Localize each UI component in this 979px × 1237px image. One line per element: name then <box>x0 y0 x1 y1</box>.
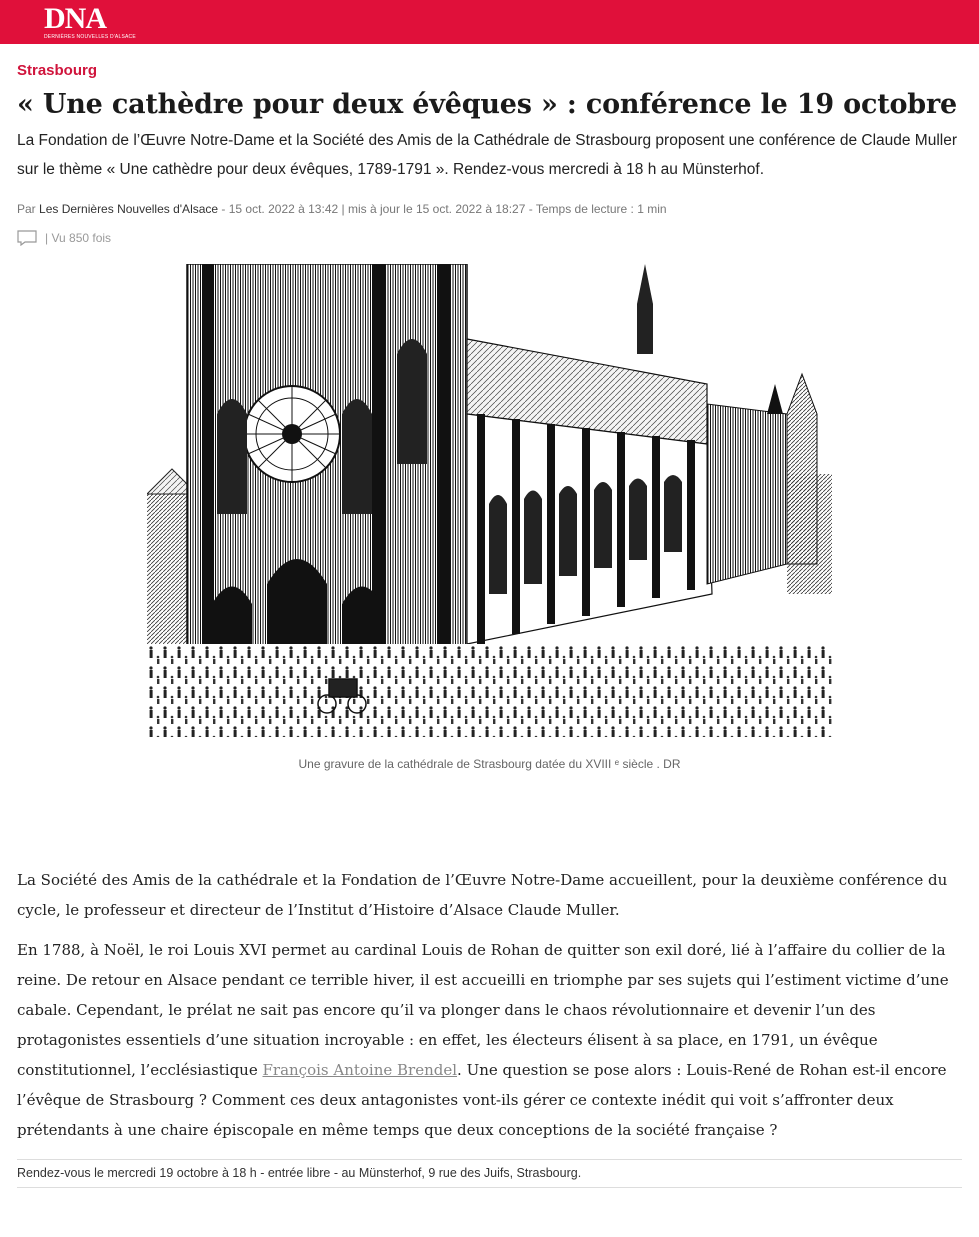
byline <box>17 202 962 216</box>
comment-icon[interactable] <box>17 230 37 246</box>
event-info-box: Rendez-vous le mercredi 19 octobre à 18 h - entrée libre - au Münsterhof, 9 rue des Juifs, Strasbourg. <box>17 1159 962 1188</box>
paragraph-2 <box>17 935 962 1145</box>
rubric-link[interactable]: Strasbourg <box>17 62 98 79</box>
article-figure <box>17 264 962 771</box>
view-count: | Vu 850 fois <box>45 231 112 245</box>
byline-prefix: Par <box>17 202 36 216</box>
article-lead: La Fondation de l’Œuvre Notre-Dame et la Société des Amis de la Cathédrale de Strasbourg proposent une conférence de Claude Muller sur le thème « Une cathèdre pour deux évêques, 1789-1791 ». Rendez-vous mercredi à 18 h au Münsterhof. <box>17 132 958 178</box>
cathedral-engraving-image[interactable] <box>147 264 832 737</box>
author-link[interactable]: Les Dernières Nouvelles d'Alsace <box>39 202 219 216</box>
dna-logo[interactable] <box>44 4 136 40</box>
paragraph-1: La Société des Amis de la cathédrale et la Fondation de l’Œuvre Notre-Dame accueillent, pour la deuxième conférence du cycle, le professeur et directeur de l’Institut d’Histoire d’Alsace Claude Muller. <box>17 871 948 919</box>
article <box>0 44 979 1188</box>
paragraph-2-text-b: . Une question se pose alors : Louis-René de Rohan est-il encore l’évêque de Strasbourg ? Comment ces deux antagonistes vont-ils gérer ce contexte inédit qui voit s’affronter deux prétendants à une chaire épiscopale en même temps que deux conceptions de la société française ? <box>17 1061 947 1139</box>
article-stats <box>17 230 962 246</box>
logo-text: DNA <box>44 2 106 35</box>
article-body <box>17 865 962 1145</box>
article-title: « Une cathèdre pour deux évêques » : conférence le 19 octobre <box>17 89 957 120</box>
logo-subtitle: DERNIÈRES NOUVELLES D'ALSACE <box>44 34 136 40</box>
image-caption: Une gravure de la cathédrale de Strasbourg datée du XVIII ᵉ siècle . DR <box>298 757 681 771</box>
paragraph-2-text-a: En 1788, à Noël, le roi Louis XVI permet au cardinal Louis de Rohan de quitter son exil doré, lié à l’affaire du collier de la reine. De retour en Alsace pendant ce terrible hiver, il est accueilli en triomphe par ses sujets qui l’estiment victime d’une cabale. Cependant, le prélat ne sait pas encore qu’il va plonger dans le chaos révolutionnaire et devenir l’un des protagonistes essentiels d’une situation incroyable : en effet, les électeurs élisent à sa place, en 1791, un évêque constitutionnel, l’ecclésiastique <box>17 941 949 1079</box>
top-bar <box>0 0 979 44</box>
brendel-link[interactable]: François Antoine Brendel <box>262 1061 458 1079</box>
byline-meta: - 15 oct. 2022 à 13:42 | mis à jour le 15 oct. 2022 à 18:27 - Temps de lecture : 1 min <box>218 202 667 216</box>
